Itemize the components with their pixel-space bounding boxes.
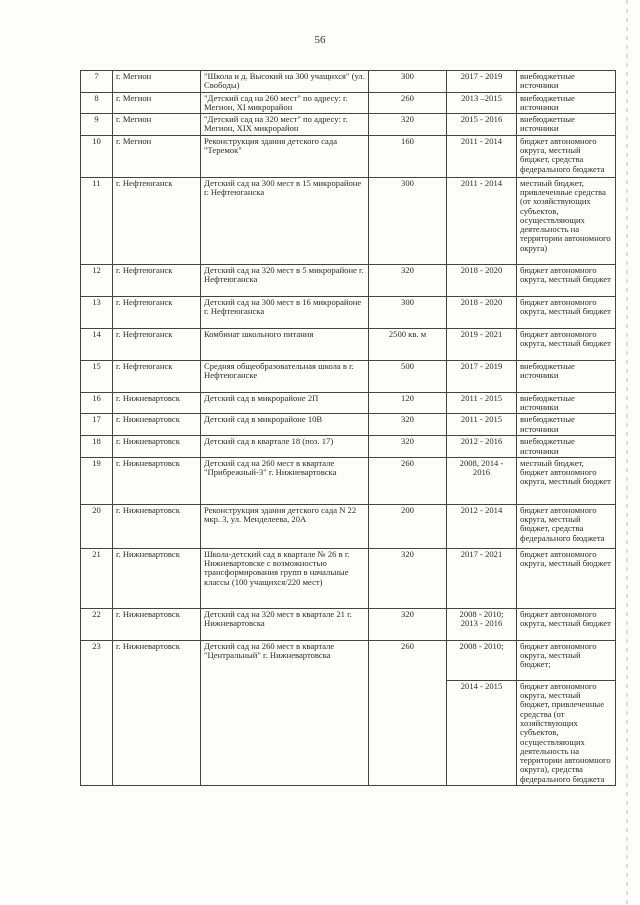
table-body — [81, 71, 616, 786]
page-number: 56 — [314, 34, 326, 46]
row-object: "Школа и д. Высокий на 300 учащихся" (ул. Свободы) — [201, 71, 369, 93]
row-period: 2018 - 2020 — [447, 296, 517, 328]
row-funding-source: бюджет автономного округа, местный бюджет — [517, 264, 616, 296]
row-city: г. Нижневартовск — [113, 504, 201, 548]
row-object: Реконструкция здания детского сада N 22 мкр. 3, ул. Менделеева, 20А — [201, 504, 369, 548]
row-number: 7 — [81, 71, 113, 93]
row-city: г. Мегион — [113, 135, 201, 177]
row-number: 20 — [81, 504, 113, 548]
row-funding-source: внебюджетные источники — [517, 71, 616, 93]
row-city: г. Нефтеюганск — [113, 177, 201, 264]
row-period: 2011 - 2015 — [447, 392, 517, 414]
row-capacity: 500 — [369, 360, 447, 392]
row-object: "Детский сад на 320 мест" по адресу: г. Мегион, XIX микрорайон — [201, 114, 369, 136]
row-city: г. Нефтеюганск — [113, 360, 201, 392]
row-number: 9 — [81, 114, 113, 136]
row-number: 13 — [81, 296, 113, 328]
table-row — [81, 457, 616, 504]
table-row — [81, 71, 616, 93]
row-capacity: 320 — [369, 548, 447, 608]
row-capacity: 260 — [369, 92, 447, 114]
row-object: "Детский сад на 260 мест" по адресу: г. Мегион, XI микрорайон — [201, 92, 369, 114]
row-number: 18 — [81, 436, 113, 458]
row-funding-source: местный бюджет, привлеченные средства (от хозяйствующих субъектов, осуществляющих деятельность на территории автономного округа) — [517, 177, 616, 264]
table-row — [81, 264, 616, 296]
row-period: 2017 - 2019 — [447, 71, 517, 93]
row-object: Детский сад на 320 мест в 5 микрорайоне г. Нефтеюганска — [201, 264, 369, 296]
row-funding-source: внебюджетные источники — [517, 392, 616, 414]
row-period: 2008 - 2010; — [447, 640, 517, 680]
row-city: г. Нижневартовск — [113, 392, 201, 414]
row-period: 2017 - 2019 — [447, 360, 517, 392]
row-city: г. Нижневартовск — [113, 640, 201, 785]
table-row — [81, 328, 616, 360]
row-capacity: 2500 кв. м — [369, 328, 447, 360]
row-capacity: 260 — [369, 640, 447, 785]
row-capacity: 300 — [369, 296, 447, 328]
row-funding-source: внебюджетные источники — [517, 414, 616, 436]
table-row — [81, 504, 616, 548]
construction-objects-table — [80, 70, 616, 786]
row-object: Детский сад на 320 мест в квартале 21 г. Нижневартовска — [201, 608, 369, 640]
row-period: 2012 - 2014 — [447, 504, 517, 548]
row-period: 2014 - 2015 — [447, 680, 517, 785]
row-number: 11 — [81, 177, 113, 264]
table-row — [81, 548, 616, 608]
row-funding-source: бюджет автономного округа, местный бюджет — [517, 608, 616, 640]
construction-objects-table-wrap — [80, 70, 615, 786]
row-object: Детский сад на 260 мест в квартале "Центральный" г. Нижневартовска — [201, 640, 369, 785]
row-funding-source: внебюджетные источники — [517, 92, 616, 114]
row-funding-source: бюджет автономного округа, местный бюджет, средства федерального бюджета — [517, 504, 616, 548]
table-row — [81, 296, 616, 328]
row-city: г. Нижневартовск — [113, 414, 201, 436]
row-number: 17 — [81, 414, 113, 436]
row-capacity: 300 — [369, 177, 447, 264]
row-city: г. Нижневартовск — [113, 608, 201, 640]
row-capacity: 200 — [369, 504, 447, 548]
table-row — [81, 135, 616, 177]
row-funding-source: бюджет автономного округа, местный бюджет — [517, 328, 616, 360]
row-city: г. Мегион — [113, 71, 201, 93]
row-object: Средняя общеобразовательная школа в г. Нефтеюганске — [201, 360, 369, 392]
row-period: 2017 - 2021 — [447, 548, 517, 608]
row-object: Комбинат школьного питания — [201, 328, 369, 360]
row-period: 2008 - 2010; 2013 - 2016 — [447, 608, 517, 640]
row-capacity: 320 — [369, 608, 447, 640]
row-capacity: 320 — [369, 264, 447, 296]
row-city: г. Нефтеюганск — [113, 264, 201, 296]
table-row — [81, 392, 616, 414]
row-object: Детский сад на 300 мест в 15 микрорайоне г. Нефтеюганска — [201, 177, 369, 264]
table-row — [81, 608, 616, 640]
row-number: 19 — [81, 457, 113, 504]
row-funding-source: бюджет автономного округа, местный бюджет, привлеченные средства (от хозяйствующих субъектов, осуществляющих деятельность на территории автономного округа), средства федерального бюджета — [517, 680, 616, 785]
row-funding-source: бюджет автономного округа, местный бюджет — [517, 548, 616, 608]
table-row — [81, 360, 616, 392]
row-period: 2018 - 2020 — [447, 264, 517, 296]
row-city: г. Нижневартовск — [113, 457, 201, 504]
row-city: г. Мегион — [113, 114, 201, 136]
row-period: 2012 - 2016 — [447, 436, 517, 458]
row-capacity: 320 — [369, 414, 447, 436]
row-funding-source: бюджет автономного округа, местный бюджет; — [517, 640, 616, 680]
row-number: 10 — [81, 135, 113, 177]
row-object: Реконструкция здания детского сада "Теремок" — [201, 135, 369, 177]
table-row — [81, 92, 616, 114]
row-capacity: 260 — [369, 457, 447, 504]
row-capacity: 320 — [369, 114, 447, 136]
row-number: 14 — [81, 328, 113, 360]
row-city: г. Нижневартовск — [113, 548, 201, 608]
row-capacity: 160 — [369, 135, 447, 177]
table-row — [81, 436, 616, 458]
row-period: 2011 - 2014 — [447, 135, 517, 177]
row-period: 2011 - 2015 — [447, 414, 517, 436]
row-city: г. Мегион — [113, 92, 201, 114]
row-funding-source: бюджет автономного округа, местный бюджет, средства федерального бюджета — [517, 135, 616, 177]
row-period: 2011 - 2014 — [447, 177, 517, 264]
row-number: 21 — [81, 548, 113, 608]
row-number: 22 — [81, 608, 113, 640]
table-row — [81, 177, 616, 264]
row-funding-source: внебюджетные источники — [517, 360, 616, 392]
row-city: г. Нефтеюганск — [113, 328, 201, 360]
row-period: 2008, 2014 - 2016 — [447, 457, 517, 504]
row-funding-source: внебюджетные источники — [517, 114, 616, 136]
row-number: 15 — [81, 360, 113, 392]
row-period: 2013 –2015 — [447, 92, 517, 114]
row-number: 12 — [81, 264, 113, 296]
row-city: г. Нефтеюганск — [113, 296, 201, 328]
row-object: Школа-детский сад в квартале № 26 в г. Нижневартовске с возможностью трансформирования групп в начальные классы (100 учащихся/220 мест) — [201, 548, 369, 608]
table-row — [81, 414, 616, 436]
table-row — [81, 114, 616, 136]
row-object: Детский сад в микрорайоне 10В — [201, 414, 369, 436]
row-period: 2019 - 2021 — [447, 328, 517, 360]
row-capacity: 120 — [369, 392, 447, 414]
row-number: 8 — [81, 92, 113, 114]
row-object: Детский сад в микрорайоне 2П — [201, 392, 369, 414]
row-period: 2015 - 2016 — [447, 114, 517, 136]
row-funding-source: внебюджетные источники — [517, 436, 616, 458]
row-object: Детский сад на 300 мест в 16 микрорайоне г. Нефтеюганска — [201, 296, 369, 328]
row-capacity: 300 — [369, 71, 447, 93]
row-funding-source: бюджет автономного округа, местный бюджет — [517, 296, 616, 328]
table-row — [81, 640, 616, 680]
row-number: 16 — [81, 392, 113, 414]
row-number: 23 — [81, 640, 113, 785]
row-city: г. Нижневартовск — [113, 436, 201, 458]
row-funding-source: местный бюджет, бюджет автономного округа, местный бюджет — [517, 457, 616, 504]
row-object: Детский сад на 260 мест в квартале "Прибрежный-3" г. Нижневартовска — [201, 457, 369, 504]
row-capacity: 320 — [369, 436, 447, 458]
row-object: Детский сад в квартале 18 (поз. 17) — [201, 436, 369, 458]
scan-edge-artifact — [626, 0, 628, 905]
